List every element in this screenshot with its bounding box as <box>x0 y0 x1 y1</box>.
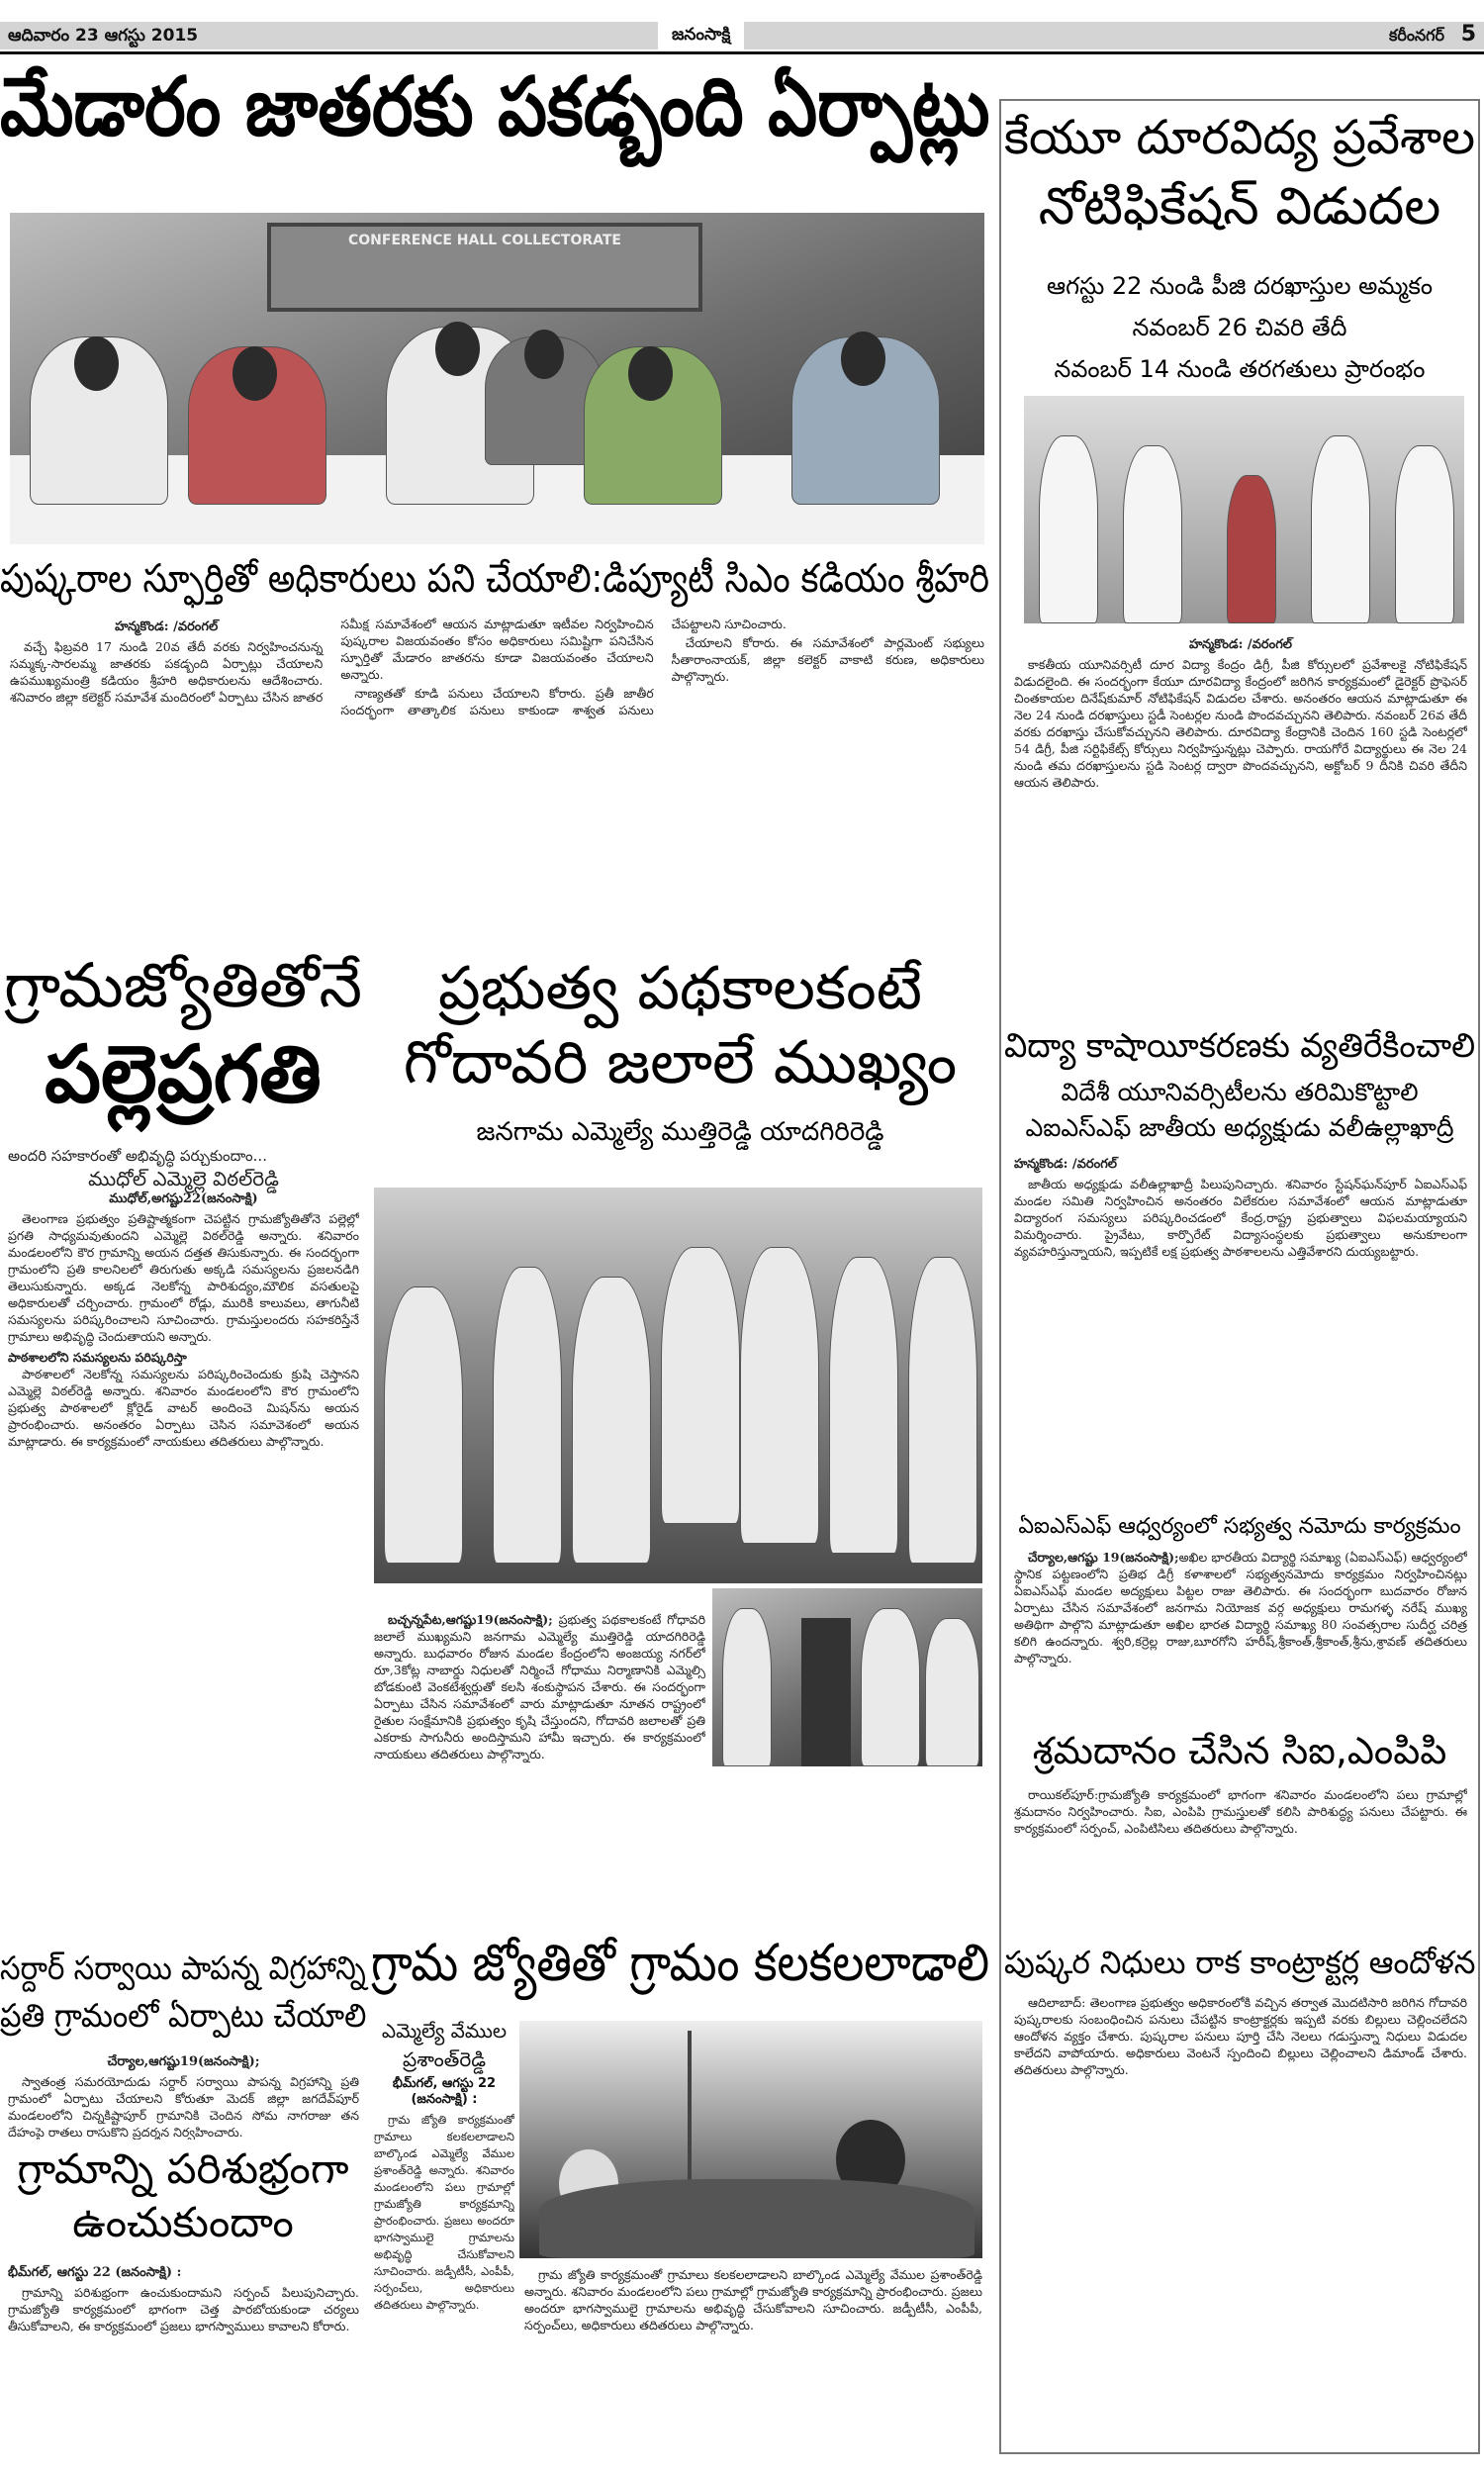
left-byline <box>8 1167 359 1190</box>
aisf-story <box>1014 1549 1467 1722</box>
right-subhead <box>1004 265 1475 307</box>
middle-story <box>374 1611 705 1918</box>
fit-text: శ్రమదానం చేసిన సిఐ,ఎంపిపి <box>1032 1729 1447 1772</box>
pushkara-paragraph: ఆదిలాబాద్: తెలంగాణ ప్రభుత్వం అధికారంలోకి వచ్చిన తర్వాత మొదటిసారి జరిగిన గోదావరి పుష్కరాలకు సంబంధించిన పనులు చేపట్టిన కాంట్రాక్టర్లకు ఇప్పటి వరకు బిల్లులు చెల్లించలేదని ఆందోళన వ్యక్తం చేశారు. పుష్కరాల పనులు పూర్తి చేసి నెలలు గడుస్తున్నా నిధులు విడుదల కాలేదని వాపోయారు. అధికారులు వెంటనే స్పందించి బిల్లులు చెల్లించాలని డిమాండ్ చేశారు. తదితరులు పాల్గొన్నారు. <box>1014 1995 1467 2077</box>
fit-text: ప్రశాంత్‌రెడ్డి <box>403 2047 486 2071</box>
fit-text: భీమ్‌గల్, ఆగస్టు 22 (జనంసాక్షి) : <box>8 2265 182 2280</box>
gramajyoti-side <box>374 2019 514 2449</box>
fit-text: మేడారం జాతరకు పకడ్బంది ఏర్పాట్లు <box>0 60 990 154</box>
fit-text: గ్రామజ్యోతితోనే <box>3 949 363 1021</box>
vidya-dateline: హన్మకొండ: /వరంగల్ <box>1014 1157 1118 1172</box>
sardar-headline-2 <box>0 1997 366 2035</box>
left-headline-2 <box>0 1029 366 1120</box>
left-subhead-2: పాఠశాలలోని సమస్యలను పరిష్కరిస్తా <box>8 1350 187 1365</box>
fit-text: పుష్కర నిధులు రాక కాంట్రాక్టర్ల ఆందోళన <box>1004 1944 1476 1981</box>
vidya-sub-1 <box>1004 1079 1475 1107</box>
right-headline-2 <box>1004 178 1475 238</box>
fit-text: ఏఐఎస్ఎఫ్ ఆధ్వర్యంలో సభ్యత్వ నమోదు కార్యక్రమం <box>1018 1514 1461 1539</box>
clean-story <box>8 2261 359 2449</box>
right-subheads <box>1004 265 1475 390</box>
left-paragraph: తెలంగాణ ప్రభుత్వం ప్రతిష్టాత్మకంగా చెపట్టిన గ్రామజ్యోతితోనె పల్లెల్లో ప్రగతి సాధ్యమవుతుందని ఎమ్మెల్లె విఠల్‌రెడ్డి అన్నారు. శనివారం మండలంలోని కౌర గ్రామాన్ని అయన దత్తత తిసుకున్నారు. ఈ సందర్భంగా గ్రామంలోని ప్రతి కాలనిలలో తిరుగుతు అక్కడి సమస్యలను ప్రజలనడిగి తెలుసుకున్నారు. అక్కడ నెలకోన్న పారిశుద్యం,మౌలిక వసతులపై అధికారులతో చర్చించారు. గ్రామంలో రోడ్లు, మురికి కాలువలు, తాగునీటి సమస్యలను పరిష్కరించాలని సూచించారు. గ్రామస్తులందరు సహకరిస్తేనే గ్రామాలు అభివృద్ధి చెందుతాయని అన్నారు. <box>8 1211 359 1344</box>
gramajyoti-body-side <box>374 2112 514 2314</box>
aisf-paragraph: అఖిల భారతీయ విద్యార్థి సమాఖ్య (ఏఐఎస్ఎఫ్) ఆధ్వర్యంలో స్థానిక పట్టణంలోని ప్రతిభ డిగ్రీ కళాశాలలో సభ్యత్వనమోదు కార్యక్రమం నిర్వహించినట్లు ఏఐఎస్ఎఫ్ మండల అద్యక్షులు పిట్టల రాజు తెలిపారు. ఈ సందర్భంగా బుదవారం రోజున ఏర్పాటు చేసిన సమావేశంలో జనగామ నియోజక వర్గ అధ్యక్షులు రామగళ్ళ నరేష్ ముఖ్య అతిథిగా పాల్గొని మాట్లాడుతూ అఖిల భారత విద్యార్థి సమాఖ్య 80 సంవత్సరాల సుదీర్ఘ చరిత్ర కలిగి ఉందన్నారు. శ్వరి,కర్రెల్ల రాజు,బూరగోని హరీష్,శ్రీకాంత్,శ్రీకాంత్,శ్రీను,శ్రావణ్ తదితరులు పాల్గొన్నారు. <box>1014 1550 1467 1665</box>
right-subhead <box>1004 348 1475 390</box>
lead-dateline: హన్మకొండ: /వరంగల్ <box>115 619 219 634</box>
fit-text: ప్రతి గ్రామంలో ఏర్పాటు చేయాలి <box>0 1996 367 2035</box>
lead-paragraph: నాణ్యతతో కూడి పనులు చేయాలని కోరారు. ప్రతీ జాతీర సందర్భంగా తాత్కాలిక పనులు కాకుండా శాశ్వత పనులు చేపట్టాలని సూచించారు. <box>340 617 787 717</box>
byline-line-2 <box>374 2047 514 2076</box>
shramadanam-paragraph: రాయికల్‌పూర్:గ్రామజ్యోతి కార్యక్రమంలో భాగంగా శనివారం మండలంలోని పలు గ్రామాల్లో శ్రమదానం నిర్వహించారు. సిఐ, ఎంపిపి గ్రామస్తులతో కలిసి పారిశుద్ధ్య పనులు చేపట్టారు. ఈ కార్యక్రమంలో సర్పంచ్, ఎంపిటిసిలు తదితరులు పాల్గొన్నారు. <box>1014 1787 1467 1836</box>
fit-text: CONFERENCE HALL COLLECTORATE <box>347 233 621 248</box>
pushkara-headline <box>1004 1945 1475 1981</box>
newspaper-logo: జనంసాక్షి <box>658 22 744 49</box>
left-headline-1 <box>0 950 366 1020</box>
lead-subhead <box>0 556 989 602</box>
byline-line-1 <box>374 2019 514 2047</box>
shramadanam-story <box>1014 1786 1467 1935</box>
fit-text: ఉంచుకుందాం <box>72 2198 294 2246</box>
middle-headline-1 <box>371 955 989 1023</box>
photo-banner <box>267 223 702 312</box>
gramajyoti-byline <box>374 2019 514 2108</box>
fit-text: ప్రభుత్వ పథకాలకంటే <box>438 954 922 1023</box>
fit-text: ముధోల్ ఎమ్మెల్లె విఠల్‌రెడ్డి <box>88 1167 279 1190</box>
lead-body <box>10 616 984 932</box>
fit-text: నోటిఫికేషన్ విడుదల <box>1038 177 1441 237</box>
middle-paragraph: ప్రభుత్వ పథకాలకంటే గోధావరి జలాలే ముఖ్యమని జనగామ ఎమ్మెల్యే ముత్తిరెడ్డి యాదగిరిరెడ్డి అన్నారు. బుధవారం రోజున మండల కేంద్రంలోని అంజయ్య నగర్‌లో రూ,3కోట్ల నాబార్డు నిధులతో నిర్మించే గోధాము నిర్మాణానికి ఎమ్మెల్సి బోడకుంటి వెంకటేశ్వర్లుతో కలసి శంకుస్థాపన చేశారు. ఈ సందర్భంగా ఏర్పాటు చేసిన సమావేశంలో వారు మాట్లాడుతూ నూతన రాష్ట్రంలో రైతుల సంక్షేమానికి ప్రభుత్వం కృషి చేస్తుందని, గోదావరి జలాలతో ప్రతి ఎకరాకు సాగునీరు అందిస్తామని హామీ ఇచ్చారు. ఈ కార్యక్రమంలో నాయకులు తదితరులు పాల్గొన్నారు. <box>374 1612 705 1761</box>
page-number: 5 <box>1460 22 1476 47</box>
lead-paragraph: వచ్చే ఫిబ్రవరి 17 నుండి 20వ తేదీ వరకు నిర్వహించనున్న సమ్మక్క-సారలమ్మ జాతరకు పకడ్బంది ఏర్పాట్లు చేయాలని ఉపముఖ్యమంత్రి కడియం శ్రీహరి అధికారులను ఆదేశించారు. శనివారం జిల్లా కలెక్టర్ సమావేశ మందిరంలో ఏర్పాటు చేసిన జాతర సమీక్ష సమావేశంలో ఆయన మాట్లాడుతూ ఇటీవల నిర్వహించిన పుష్కరాల విజయవంతం కోసం అధికారులు సమిష్టిగా పనిచేసిన స్ఫూర్తితో మేడారం జాతరను కూడా విజయవంతం చేయాలని అన్నారు. <box>10 617 654 705</box>
fit-text: సర్దార్ సర్వాయి పాపన్న విగ్రహాన్ని <box>0 1949 366 1987</box>
masthead-band <box>0 22 1484 49</box>
left-story <box>8 1148 359 1920</box>
sardar-story <box>8 2050 359 2140</box>
clean-headline-2 <box>0 2199 366 2246</box>
vidya-sub-2 <box>1004 1114 1475 1143</box>
fit-text: ఎఐఎస్ఎఫ్ జాతీయ అధ్యక్షుడు వలీఉల్లాఖాద్రీ <box>1025 1113 1454 1142</box>
gramajyoti-photo <box>519 2021 982 2258</box>
gramajyoti-paragraph-cont: గ్రామ జ్యోతి కార్యక్రమంతో గ్రామాలు కలకలలాడాలని బాల్కొండ ఎమ్మెల్యే వేముల ప్రశాంత్‌రెడ్డి అన్నారు. శనివారం మండలంలోని పలు గ్రామాల్లో గ్రామజ్యోతి కార్యక్రమాన్ని ప్రారంభించారు. ప్రజలు అందరూ భాగస్వాములై గ్రామాలను అభివృద్ధి చేసుకోవాలని సూచించారు. జడ్పీటీసీ, ఎంపీపీ, సర్పంచ్‌లు, అధికారులు తదితరులు పాల్గొన్నారు. <box>524 2267 982 2332</box>
clean-paragraph: గ్రామాన్ని పరిశుభ్రంగా ఉంచుకుందామని సర్పంచ్ పిలుపునిచ్చారు. గ్రామజ్యోతి కార్యక్రమంలో భాగంగా చెత్త పారబోయకుండా చర్యలు తీసుకోవాలని, ఈ కార్యక్రమంలో ప్రజలు భాగస్వాములు కావాలని కోరారు. <box>8 2285 359 2333</box>
lead-paragraph: చేయాలని కోరారు. ఈ సమావేశంలో పార్లమెంట్ సభ్యులు సీతారాంనాయక్, జిల్లా కలెక్టర్ వాకాటి కరుణ, అధికారులు పాల్గొన్నారు. <box>671 635 984 684</box>
clean-headline-1 <box>0 2145 366 2193</box>
fit-text: కేయూ దూరవిద్య ప్రవేశాల <box>1004 110 1476 165</box>
vidya-story <box>1014 1153 1467 1509</box>
fit-text: గ్రామాన్ని పరిశుభ్రంగా <box>17 2144 349 2193</box>
left-paragraph-2: పాఠశాలలో నెలకోన్న సమస్యలను పరిష్కరించెందుకు క్రుషి చెస్తానని ఎమ్మెల్లె విఠల్‌రెడ్డి అన్నారు. శనివారం మండలంలోని కౌర గ్రామంలోని ప్రభుత్వ పాఠశాలలో క్లోరైడ్ వాటర్ అందించె మిషన్‌ను అయన ప్రారంభించారు. అనంతరం ఏర్పాటు చెసిన సమావెశంలో అయన మాట్లాడారు. ఈ కార్యక్రమంలో నాయకులు తదితరులు పాల్గొన్నారు. <box>8 1367 359 1449</box>
gramajyoti-body <box>524 2266 982 2449</box>
clean-dateline <box>8 2264 359 2281</box>
aisf-dateline: చేర్యాల,ఆగష్టు 19(జనంసాక్షి); <box>1028 1550 1179 1565</box>
pushkara-story <box>1014 1994 1467 2444</box>
gramajyoti-paragraph: గ్రామ జ్యోతి కార్యక్రమంతో గ్రామాలు కలకలలాడాలని బాల్కొండ ఎమ్మెల్యే వేముల ప్రశాంత్‌రెడ్డి అన్నారు. శనివారం మండలంలోని పలు గ్రామాల్లో గ్రామజ్యోతి కార్యక్రమాన్ని ప్రారంభించారు. ప్రజలు అందరూ భాగస్వాములై గ్రామాలను అభివృద్ధి చేసుకోవాలని సూచించారు. జడ్పీటీసీ, ఎంపీపీ, సర్పంచ్‌లు, అధికారులు తదితరులు పాల్గొన్నారు. <box>374 2113 514 2312</box>
right-photo <box>1024 396 1464 623</box>
left-dateline: ముధోల్,అగష్టు22(జనంసాక్షి) <box>109 1191 258 1206</box>
fit-text: చేర్యాల,ఆగష్టు19(జనంసాక్షి); <box>107 2054 260 2069</box>
aisf-headline <box>1004 1514 1475 1539</box>
right-subhead <box>1004 307 1475 348</box>
fit-text: ఆగస్టు 22 నుండి పీజి దరఖాస్తుల అమ్మకం <box>1046 272 1434 300</box>
right-paragraph: కాకతీయ యూనివర్సిటీ దూర విద్యా కేంద్రం డిగ్రీ, పీజి కోర్సులలో ప్రవేశాలకై నోటిఫికేషన్ విడుదలైంది. ఈ సందర్భంగా కేయూ దూరవిద్యా కేంద్రంలో జరిగిన కార్యక్రమంలో డైరెక్టర్ ప్రొఫెసర్ చింతకాయల దినేష్‌కుమార్ నోటిఫికేషన్ విడుదల చేశారు. అనంతరం ఆయన మాట్లాడుతూ ఈ నెల 24 నుండి దరఖాస్తులు స్టడీ సెంటర్లల నుండి పొందవచ్చునని తెలిపారు. నవంబర్ 26వ తేదీ వరకు దరఖాస్తు చేసుకోవచ్చునని తెలిపారు. దూరవిద్యా కేంద్రానికి చెందిన 160 స్టడి సెంటర్లలో 54 డిగ్రీ, పీజి సర్టిఫికేట్స్ కోర్సులు నిర్వహిస్తున్నట్లు చెప్పారు. రాయగోరే విద్యార్థులు ఈ నెల 24 నుండి తమ దరఖాస్తులను స్టడి సెంటర్ల ద్వారా పొందవచ్చునని, అక్టోబర్ 9 దీనికి చివరి తేదీని ఆయన తెలిపారు. <box>1014 657 1467 790</box>
middle-byline <box>371 1118 989 1148</box>
right-story <box>1014 633 1467 1014</box>
gramajyoti-headline <box>371 1935 989 1994</box>
shramadanam-headline <box>1004 1730 1475 1773</box>
issue-date: ఆదివారం 23 ఆగస్టు 2015 <box>8 26 199 46</box>
fit-text: పుష్కరాల స్ఫూర్తితో అధికారులు పని చేయాలి:డిప్యూటీ సిఎం కడియం శ్రీహరి <box>0 556 990 602</box>
middle-headline-2 <box>371 1029 989 1097</box>
fit-text: విదేశీ యూనివర్సిటీలను తరిమికొట్టాలి <box>1061 1078 1419 1106</box>
lead-headline <box>0 61 989 154</box>
fit-text: గోదావరి జలాలే ముఖ్యం <box>403 1028 958 1097</box>
right-headline-1 <box>1004 111 1475 165</box>
edition-name: కరీంనగర్ <box>1388 26 1444 45</box>
fit-text: జనగామ ఎమ్మెల్యే ముత్తిరెడ్డి యాదగిరిరెడ్డి <box>476 1117 884 1147</box>
vidya-headline <box>1004 1027 1475 1066</box>
left-subhead <box>8 1148 359 1165</box>
fit-text: గ్రామ జ్యోతితో గ్రామం కలకలలాడాలి <box>371 1934 990 1993</box>
sardar-dateline <box>8 2053 359 2070</box>
fit-text: అందరి సహకారంతో అభివృద్ధి పర్చుకుందాం... <box>8 1148 267 1165</box>
fit-text: నవంబర్ 26 చివరి తేదీ <box>1132 314 1347 341</box>
lead-photo <box>10 213 984 544</box>
sardar-headline-1 <box>0 1950 366 1987</box>
vidya-paragraph: జాతీయ అధ్యక్షుడు వలీఉల్లాఖాద్రీ పిలుపునిచ్చారు. శనివారం స్టేషన్‌ఘన్‌పూర్ ఏఐఎస్ఎఫ్ మండల సమితి నిర్వహించిన అనంతరం విలేకరుల సమావేశంలో ఆయన మాట్లాడుతూ విద్యారంగ సమస్యలు పరిష్కరించడంలో కేంద్ర,రాష్ట్ర ప్రభుత్వాలు విఫలమయ్యాయని విమర్శించారు. ప్రైవేటు, కార్పొరేట్ విద్యాసంస్థలకు ప్రభుత్వాలు అనుకూలంగా వ్యవహరిస్తున్నాయని, ఇప్పటికే లక్ష ప్రభుత్వ పాఠశాలలను ఎత్తివేశారని దుయ్యబట్టారు. <box>1014 1177 1467 1259</box>
header-rule <box>0 51 1484 54</box>
middle-dateline: బచ్చన్నపేట,ఆగష్టు19(జనంసాక్షి); <box>388 1612 553 1627</box>
fit-text: విద్యా కాషాయీకరణకు వ్యతిరేకించాలి <box>1004 1026 1476 1066</box>
middle-photo <box>374 1188 982 1583</box>
fit-text: పల్లెప్రగతి <box>45 1028 322 1120</box>
gramajyoti-dateline: భీమ్‌గల్, ఆగస్టు 22 (జనంసాక్షి) : <box>392 2076 497 2107</box>
right-dateline: హన్మకొండ: /వరంగల్ <box>1188 637 1293 652</box>
middle-inset-photo <box>712 1588 982 1766</box>
fit-text: ఎమ్మెల్యే వేముల <box>381 2019 508 2043</box>
sardar-paragraph: స్వాతంత్ర సమరయోదుడు సర్దార్ సర్వాయి పాపన్న విగ్రహాన్ని ప్రతి గ్రామంలో ఏర్పాటు చేయాలని కోరుతూ మెదక్ జిల్లా జగదేవ్‌పూర్ మండలంలోని చిన్నకిష్టాపూర్ గ్రామానికి చెందిన సోమ నాగరాజు తన దేహంపై రాతలు రాసుకొని ప్రదర్శన నిర్వహించారు. <box>8 2074 359 2140</box>
fit-text: నవంబర్ 14 నుండి తరగతులు ప్రారంభం <box>1054 355 1426 383</box>
